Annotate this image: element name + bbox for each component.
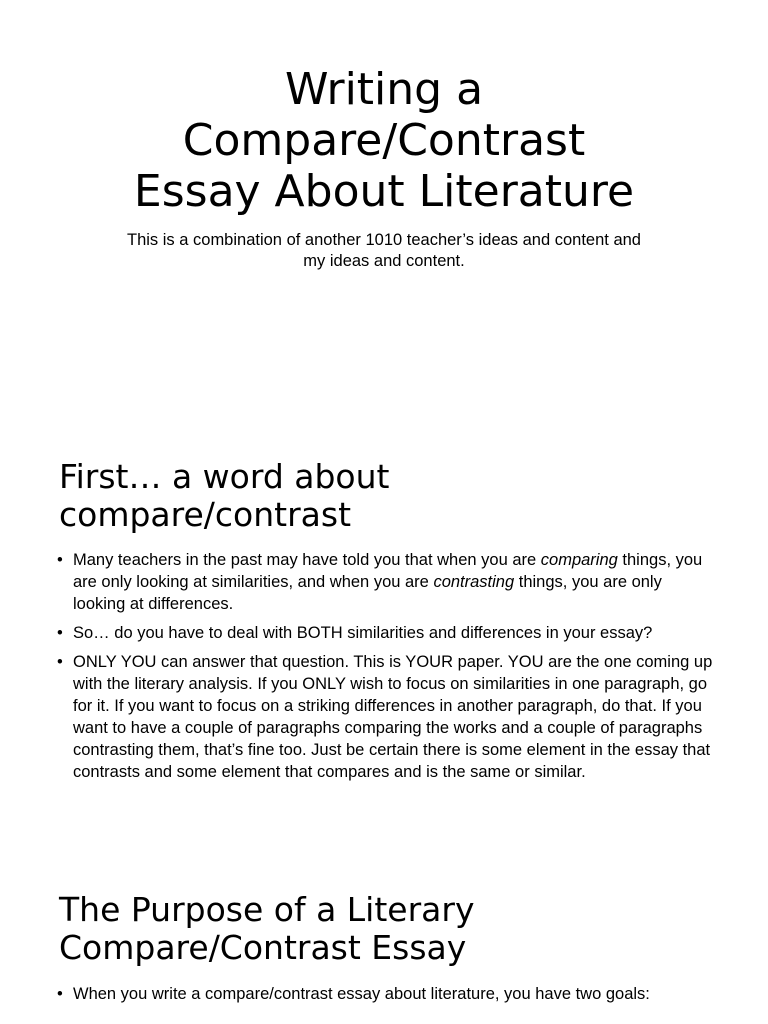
bullet-text: When you write a compare/contrast essay about literature, you have two goals:	[73, 985, 650, 1003]
bullet-icon: •	[57, 551, 63, 569]
bullet-text	[73, 551, 702, 613]
text-run: things, you are only looking at similarities, and when you are	[73, 551, 703, 591]
bullet-text: ONLY YOU can answer that question. This is YOUR paper. YOU are the one coming up with the literary analysis. If you ONLY wish to focus on similarities in one paragraph, go for it. If you want to focus on a striking differences in another paragraph, do that. If you want to have a couple of paragraphs comparing the works and a couple of paragraphs contrasting them, that’s fine too. Just be certain there is some element in the essay that contrasts and some element that compares and is the same or similar.	[73, 653, 713, 781]
bullet-icon: •	[57, 624, 63, 642]
text-run: things, you are only looking at differences.	[73, 573, 662, 613]
title-line: Essay About Literature	[133, 166, 635, 217]
slide-heading	[59, 891, 699, 967]
title-line: Writing a	[284, 64, 484, 115]
bullet-list	[57, 549, 717, 790]
bullet-item	[57, 622, 717, 644]
title-slide	[0, 0, 768, 432]
heading-line: First… a word about	[59, 457, 390, 496]
subtitle	[100, 230, 668, 272]
bullet-item	[57, 549, 717, 615]
title-line: Compare/Contrast	[182, 115, 586, 166]
bullet-text: So… do you have to deal with BOTH similarities and differences in your essay?	[73, 624, 653, 642]
bullet-icon: •	[57, 985, 63, 1003]
purpose-slide	[0, 864, 768, 1024]
bullet-list	[57, 983, 717, 1012]
text-run: Many teachers in the past may have told you that when you are	[73, 551, 541, 569]
italic-term: comparing	[540, 551, 618, 569]
italic-term: contrasting	[433, 573, 515, 591]
heading-line: The Purpose of a Literary	[59, 890, 475, 929]
heading-line: compare/contrast	[59, 495, 352, 534]
bullet-item	[57, 651, 717, 783]
bullet-icon: •	[57, 653, 63, 671]
bullet-item	[57, 983, 717, 1005]
heading-line: Compare/Contrast Essay	[59, 928, 467, 967]
document-title	[60, 64, 708, 217]
compare-contrast-slide	[0, 432, 768, 864]
subtitle-line: This is a combination of another 1010 teacher’s ideas and content and	[127, 231, 641, 249]
subtitle-line: my ideas and content.	[303, 252, 465, 270]
slide-heading	[59, 458, 699, 534]
